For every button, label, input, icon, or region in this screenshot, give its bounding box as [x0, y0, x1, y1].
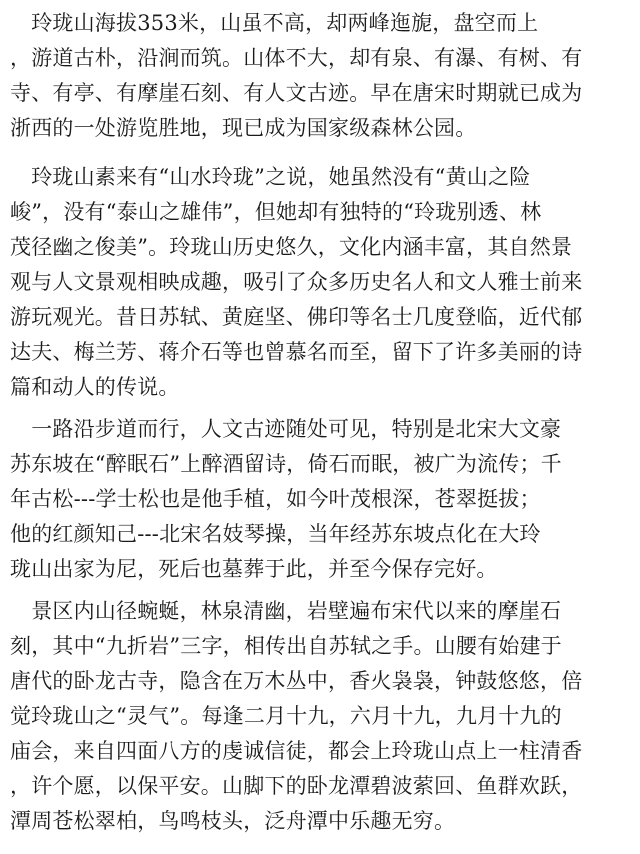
text-line: 潭周苍松翠柏，鸟鸣枝头，泛舟潭中乐趣无穷。 [10, 809, 456, 833]
paragraph-relics [10, 412, 634, 587]
text-line: 玲珑山素来有“山水玲珑”之说，她虽然没有“黄山之险 [10, 165, 531, 189]
paragraph-scenery [10, 594, 634, 839]
text-line: ，许个愿，以保平安。山脚下的卧龙潭碧波萦回、鱼群欢跃， [10, 774, 583, 798]
text-line: 景区内山径蜿蜒，林泉清幽，岩壁遍布宋代以来的摩崖石 [10, 599, 562, 623]
text-line: 年古松---学士松也是他手植，如今叶茂根深，苍翠挺拔； [10, 487, 541, 511]
text-line: 庙会，来自四面八方的虔诚信徒，都会上玲珑山点上一柱清香 [10, 739, 583, 763]
text-line: 篇和动人的传说。 [10, 375, 180, 399]
text-line: 觉玲珑山之“灵气”。每逢二月十九，六月十九，九月十九的 [10, 704, 562, 728]
text-line: 他的红颜知己---北宋名妓琴操，当年经苏东坡点化在大玲 [10, 522, 541, 546]
text-line: ，游道古朴，沿涧而筑。山体不大，却有泉、有瀑、有树、有 [10, 46, 583, 70]
text-line: 珑山出家为尼，死后也墓葬于此，并至今保存完好。 [10, 557, 498, 581]
text-line: 游玩观光。昔日苏轼、黄庭坚、佛印等名士几度登临，近代郁 [10, 305, 583, 329]
text-line: 一路沿步道而行，人文古迹随处可见，特别是北宋大文豪 [10, 417, 562, 441]
text-line: 峻”，没有“泰山之雄伟”，但她却有独特的“玲珑别透、林 [10, 200, 542, 224]
text-line: 观与人文景观相映成趣，吸引了众多历史名人和文人雅士前来 [10, 270, 583, 294]
paragraph-intro [10, 6, 634, 146]
text-line: 寺、有亭、有摩崖石刻、有人文古迹。早在唐宋时期就已成为 [10, 81, 583, 105]
text-line: 玲珑山海拔353米，山虽不高，却两峰迤旎，盘空而上 [10, 11, 539, 35]
paragraph-history [10, 160, 634, 405]
text-line: 苏东坡在“醉眠石”上醉酒留诗，倚石而眠，被广为流传；千 [10, 452, 562, 476]
text-line: 茂径幽之俊美”。玲珑山历史悠久，文化内涵丰富，其自然景 [10, 235, 573, 259]
text-line: 刻，其中“九折岩”三字，相传出自苏轼之手。山腰有始建于 [10, 634, 562, 658]
text-line: 达夫、梅兰芳、蒋介石等也曾慕名而至，留下了许多美丽的诗 [10, 340, 583, 364]
text-line: 浙西的一处游览胜地，现已成为国家级森林公园。 [10, 116, 477, 140]
text-line: 唐代的卧龙古寺，隐含在万木丛中，香火袅袅，钟鼓悠悠，倍 [10, 669, 583, 693]
